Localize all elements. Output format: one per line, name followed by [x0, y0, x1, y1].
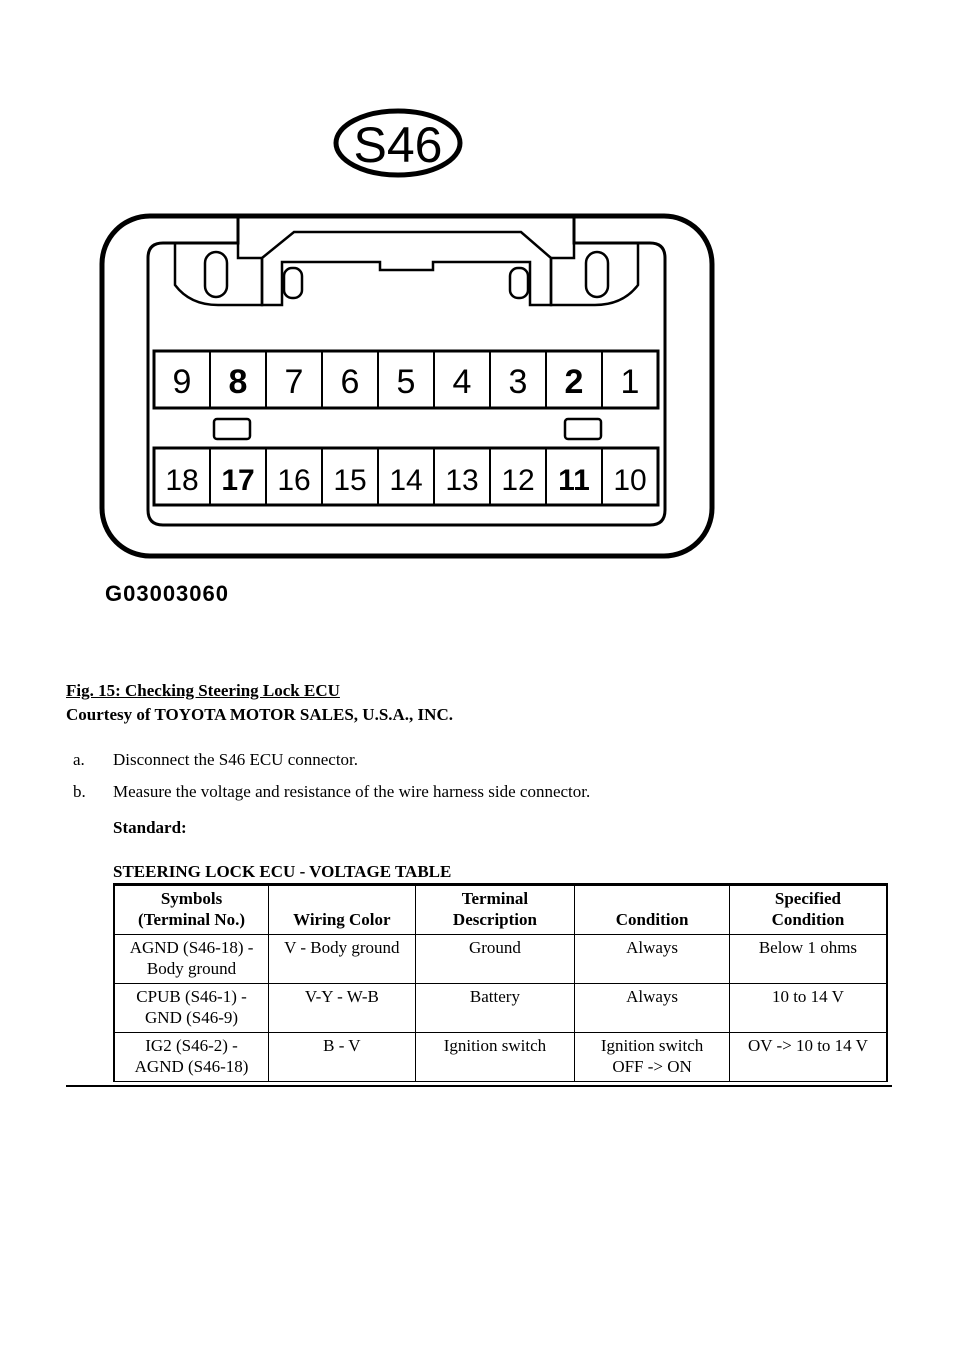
table-row	[114, 984, 887, 1033]
lock-tab	[262, 232, 551, 305]
pin-number-2: 2	[564, 363, 584, 401]
standard-label: Standard:	[113, 818, 187, 837]
cell-wiring: V-Y - W-B	[269, 984, 416, 1033]
header-condition: Condition	[575, 885, 730, 935]
pin-number-8: 8	[228, 363, 248, 401]
left-latch-slot	[205, 252, 227, 297]
cell-specified: OV -> 10 to 14 V	[729, 1033, 887, 1082]
right-latch-slot	[586, 252, 608, 297]
figure-courtesy: Courtesy of TOYOTA MOTOR SALES, U.S.A., INC.	[66, 705, 453, 724]
cell-wiring: B - V	[269, 1033, 416, 1082]
cell-description: Ignition switch	[415, 1033, 575, 1082]
cell-symbol: AGND (S46-18) - Body ground	[114, 935, 269, 984]
connector-diagram	[0, 0, 960, 640]
step-a	[73, 749, 590, 771]
left-hole	[284, 268, 302, 298]
cell-description: Ground	[415, 935, 575, 984]
pin-number-7: 7	[284, 363, 304, 401]
cell-description: Battery	[415, 984, 575, 1033]
step-text: Measure the voltage and resistance of the wire harness side connector.	[113, 782, 591, 801]
header-symbols: Symbols (Terminal No.)	[114, 885, 269, 935]
header-wiring-color: Wiring Color	[269, 885, 416, 935]
cell-condition: Ignition switch OFF -> ON	[575, 1033, 730, 1082]
table-title: STEERING LOCK ECU - VOLTAGE TABLE	[113, 862, 452, 881]
page-bottom-rule	[66, 1085, 892, 1087]
pin-number-9: 9	[172, 363, 192, 401]
pin-number-15: 15	[333, 464, 367, 497]
pin-number-5: 5	[396, 363, 416, 401]
table-header-row	[114, 885, 887, 935]
right-hole	[510, 268, 528, 298]
table-row	[114, 935, 887, 984]
cell-specified: Below 1 ohms	[729, 935, 887, 984]
pin-number-14: 14	[389, 464, 423, 497]
pin-number-18: 18	[165, 464, 199, 497]
pin-number-13: 13	[445, 464, 479, 497]
step-letter: a.	[73, 750, 85, 769]
pin-number-4: 4	[452, 363, 472, 401]
procedure-steps	[73, 749, 590, 813]
header-terminal-description: Terminal Description	[415, 885, 575, 935]
figure-caption: Fig. 15: Checking Steering Lock ECU	[66, 681, 340, 700]
header-specified-condition: Specified Condition	[729, 885, 887, 935]
pin-number-10: 10	[613, 464, 647, 497]
step-text: Disconnect the S46 ECU connector.	[113, 750, 359, 769]
cell-wiring: V - Body ground	[269, 935, 416, 984]
pin-number-1: 1	[620, 363, 640, 401]
cell-symbol: IG2 (S46-2) - AGND (S46-18)	[114, 1033, 269, 1082]
left-key	[214, 419, 250, 439]
pin-number-12: 12	[501, 464, 535, 497]
cell-condition: Always	[575, 984, 730, 1033]
step-b	[73, 781, 590, 803]
step-letter: b.	[73, 782, 86, 801]
voltage-table	[113, 883, 888, 1082]
cell-specified: 10 to 14 V	[729, 984, 887, 1033]
pin-number-3: 3	[508, 363, 528, 401]
pin-labels	[165, 363, 646, 497]
right-key	[565, 419, 601, 439]
pin-number-17: 17	[221, 464, 255, 497]
pin-number-6: 6	[340, 363, 360, 401]
table-row	[114, 1033, 887, 1082]
cell-condition: Always	[575, 935, 730, 984]
pin-number-11: 11	[558, 464, 590, 497]
cell-symbol: CPUB (S46-1) - GND (S46-9)	[114, 984, 269, 1033]
pin-number-16: 16	[277, 464, 311, 497]
drawing-code: G03003060	[105, 581, 229, 606]
connector-label-text: S46	[353, 117, 443, 173]
